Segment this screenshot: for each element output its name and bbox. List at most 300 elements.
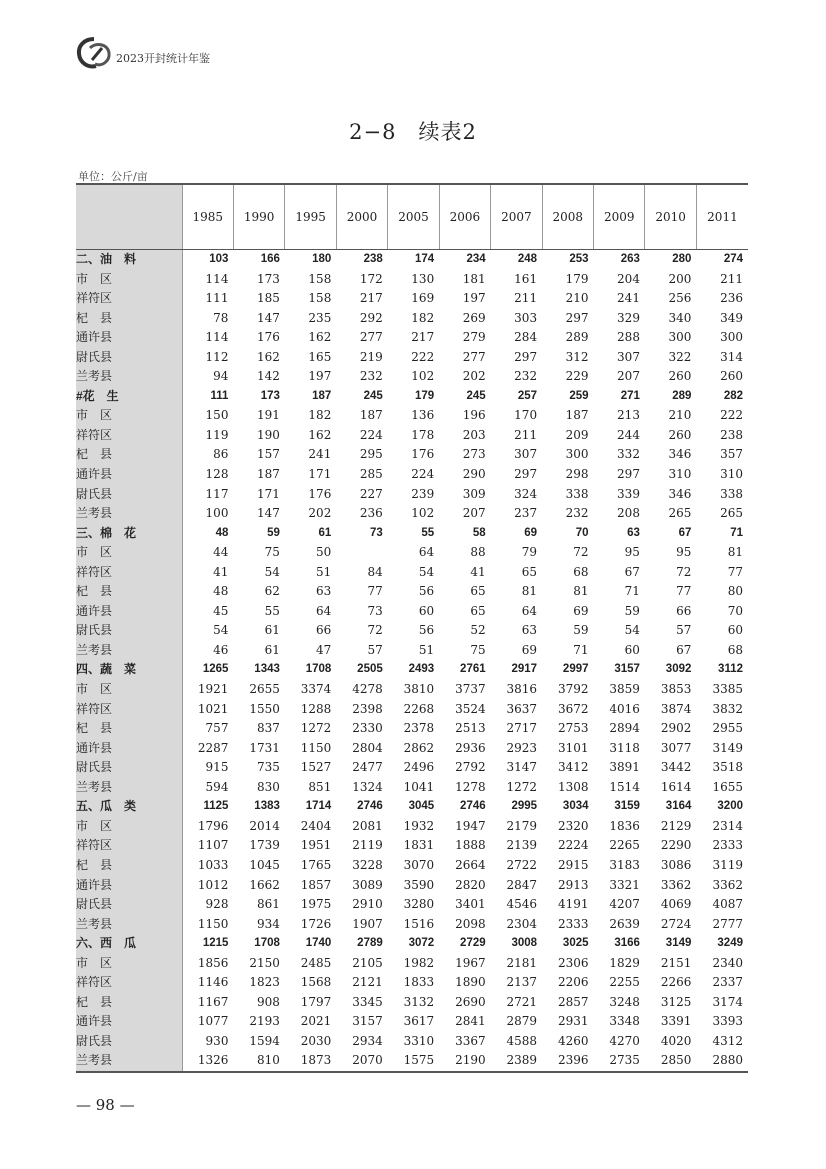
table-cell: 4278 — [352, 682, 383, 697]
table-cell: 1343 — [254, 663, 280, 676]
row-label: 通许县 — [76, 1012, 182, 1032]
table-cell: 1516 — [403, 916, 435, 931]
table-cell: 2724 — [660, 916, 692, 931]
row-label: 通许县 — [76, 328, 182, 348]
table-row — [76, 758, 748, 778]
table-cell: 2098 — [455, 916, 486, 931]
table-cell: 2190 — [439, 1051, 490, 1072]
table-cell: 292 — [359, 310, 383, 325]
row-label: 兰考县 — [76, 367, 182, 387]
table-cell: 77 — [676, 584, 692, 599]
table-cell: 2304 — [506, 916, 538, 931]
table-cell: 73 — [369, 526, 383, 539]
table-cell: 1125 — [182, 797, 233, 817]
table-cell: 3200 — [717, 800, 743, 813]
column-header-year: 1990 — [233, 184, 284, 250]
table-cell: 181 — [462, 271, 486, 286]
table-cell: 324 — [514, 486, 538, 501]
table-cell: 62 — [264, 584, 280, 599]
table-cell: 64 — [521, 603, 538, 618]
table-cell: 1308 — [557, 779, 589, 794]
table-cell: 61 — [264, 642, 280, 657]
table-cell: 2729 — [460, 937, 486, 950]
row-label: 通许县 — [76, 876, 182, 896]
table-cell: 46 — [182, 641, 233, 661]
row-label: 市 区 — [76, 680, 182, 700]
table-cell: 274 — [723, 253, 743, 265]
table-cell: 68 — [573, 564, 589, 579]
table-cell: 1326 — [182, 1051, 233, 1072]
table-cell: 3119 — [712, 857, 743, 872]
table-cell: 3617 — [403, 1014, 435, 1029]
table-row — [76, 426, 748, 446]
table-cell: 2396 — [542, 1051, 593, 1072]
table-cell: 114 — [182, 270, 233, 290]
table-cell: 263 — [620, 253, 640, 265]
table-cell: 265 — [668, 506, 692, 521]
table-cell: 65 — [470, 603, 486, 618]
row-label: 尉氏县 — [76, 1032, 182, 1052]
table-row — [76, 876, 748, 896]
table-cell: 271 — [620, 389, 640, 402]
table-cell: 50 — [316, 545, 332, 560]
table-cell: 1012 — [182, 876, 233, 896]
table-cell: 191 — [256, 408, 280, 423]
table-cell: 297 — [617, 467, 640, 482]
table-cell: 3070 — [403, 857, 435, 872]
table-cell: 2717 — [506, 721, 538, 736]
table-cell: 2496 — [403, 760, 435, 775]
table-cell: 2777 — [712, 916, 743, 931]
table-cell: 187 — [312, 389, 332, 402]
table-cell: 915 — [182, 758, 233, 778]
table-cell: 1857 — [300, 877, 332, 892]
table-cell: 1514 — [609, 779, 640, 794]
table-cell: 3792 — [557, 682, 589, 697]
table-cell: 88 — [470, 545, 486, 560]
table-cell: 84 — [367, 564, 383, 579]
column-header-year: 1985 — [182, 184, 233, 250]
table-cell: 114 — [182, 328, 233, 348]
table-cell: 197 — [462, 291, 486, 306]
table-cell: 2119 — [352, 838, 383, 853]
table-cell: 187 — [256, 467, 280, 482]
table-cell: 69 — [524, 526, 538, 539]
table-cell: 300 — [720, 330, 743, 345]
table-row — [76, 524, 748, 544]
table-cell: 217 — [359, 291, 383, 306]
table-cell: 1740 — [305, 937, 332, 950]
table-cell: 2224 — [557, 838, 589, 853]
table-cell: 2404 — [300, 818, 332, 833]
table-cell: 2477 — [352, 760, 383, 775]
table-cell: 69 — [521, 642, 538, 657]
table-cell: 338 — [720, 486, 743, 501]
table-cell: 169 — [411, 291, 435, 306]
table-cell: 2789 — [357, 937, 383, 950]
table-cell: 77 — [367, 584, 383, 599]
table-cell: 3164 — [665, 800, 692, 813]
table-cell: 1278 — [455, 779, 486, 794]
table-cell: 54 — [182, 621, 233, 641]
table-cell: 3391 — [660, 1014, 692, 1029]
table-cell: 119 — [182, 426, 233, 446]
table-cell: 222 — [720, 408, 743, 423]
table-cell: 1041 — [403, 779, 435, 794]
table-row — [76, 445, 748, 465]
table-cell: 79 — [521, 545, 538, 560]
table-title: 2−8 续表2 — [349, 120, 477, 144]
table-cell: 1873 — [285, 1051, 336, 1072]
table-row — [76, 309, 748, 329]
table-cell: 1033 — [182, 856, 233, 876]
table-cell: 211 — [514, 291, 538, 306]
table-cell: 75 — [264, 545, 280, 560]
table-cell: 3310 — [403, 1033, 435, 1048]
table-cell: 303 — [514, 310, 538, 325]
table-cell: 1614 — [660, 779, 692, 794]
table-row — [76, 270, 748, 290]
table-cell: 2206 — [557, 975, 589, 990]
yearbook-logo-icon — [76, 36, 112, 70]
table-cell: 2181 — [506, 955, 538, 970]
unit-label: 单位：公斤/亩 — [78, 170, 148, 183]
table-cell: 2804 — [352, 740, 383, 755]
table-cell: 2639 — [609, 916, 640, 931]
row-label: 杞 县 — [76, 856, 182, 876]
table-cell: 3367 — [455, 1033, 486, 1048]
table-cell: 2398 — [352, 701, 383, 716]
table-cell: 830 — [256, 779, 280, 794]
table-cell: 2105 — [352, 955, 383, 970]
table-cell: 161 — [514, 271, 538, 286]
table-header-row — [76, 184, 748, 250]
table-cell: 2030 — [300, 1033, 332, 1048]
table-cell: 95 — [624, 545, 640, 560]
table-cell: 211 — [720, 271, 743, 286]
table-cell: 232 — [514, 369, 538, 384]
table-cell: 928 — [182, 895, 233, 915]
table-row — [76, 563, 748, 583]
table-row — [76, 660, 748, 680]
table-cell: 3810 — [403, 682, 435, 697]
table-cell: 1655 — [712, 779, 743, 794]
table-cell: 245 — [466, 389, 486, 402]
table-cell: 322 — [668, 349, 692, 364]
table-cell: 288 — [617, 330, 640, 345]
table-cell: 238 — [363, 253, 383, 265]
table-cell: 3166 — [614, 937, 640, 950]
table-row — [76, 817, 748, 837]
table-cell: 256 — [668, 291, 692, 306]
table-cell: 908 — [256, 994, 280, 1009]
table-row — [76, 993, 748, 1013]
table-cell: 2934 — [352, 1033, 383, 1048]
table-cell: 111 — [182, 387, 233, 407]
row-label: 兰考县 — [76, 504, 182, 524]
table-cell: 2792 — [455, 760, 486, 775]
table-cell: 235 — [308, 310, 332, 325]
table-cell: 3853 — [660, 682, 692, 697]
table-cell: 63 — [316, 584, 332, 599]
table-cell: 273 — [462, 447, 486, 462]
table-cell: 1575 — [388, 1051, 439, 1072]
table-cell: 300 — [668, 330, 692, 345]
table-cell: 2722 — [506, 857, 538, 872]
table-cell: 1272 — [300, 721, 332, 736]
table-cell: 2378 — [403, 721, 435, 736]
table-cell: 851 — [308, 779, 332, 794]
table-row — [76, 797, 748, 817]
table-cell: 52 — [470, 623, 486, 638]
table-cell: 2485 — [300, 955, 332, 970]
table-cell: 245 — [363, 389, 383, 402]
table-cell: 346 — [668, 486, 692, 501]
table-cell: 81 — [727, 545, 743, 560]
table-cell: 147 — [256, 310, 280, 325]
table-cell: 3025 — [562, 937, 589, 950]
table-cell: 63 — [521, 623, 538, 638]
table-cell: 260 — [668, 427, 692, 442]
table-cell: 3524 — [455, 701, 486, 716]
table-cell: 3362 — [712, 877, 743, 892]
row-label: 市 区 — [76, 270, 182, 290]
row-label: 杞 县 — [76, 309, 182, 329]
table-cell: 128 — [182, 465, 233, 485]
table-cell: 41 — [182, 563, 233, 583]
table-cell: 4207 — [609, 897, 640, 912]
row-label: 尉氏县 — [76, 621, 182, 641]
row-label: 尉氏县 — [76, 485, 182, 505]
table-cell: 735 — [256, 760, 280, 775]
table-row — [76, 367, 748, 387]
table-cell: 2664 — [455, 857, 486, 872]
table-cell: 173 — [256, 271, 280, 286]
table-cell: 95 — [676, 545, 692, 560]
table-cell: 3157 — [352, 1014, 383, 1029]
table-row — [76, 348, 748, 368]
table-cell: 332 — [617, 447, 640, 462]
row-label: 祥符区 — [76, 289, 182, 309]
table-cell: 236 — [720, 291, 743, 306]
column-header-year: 2005 — [388, 184, 439, 250]
table-cell: 4260 — [557, 1033, 589, 1048]
table-cell: 210 — [668, 408, 692, 423]
table-cell: 179 — [415, 389, 435, 402]
table-cell: 1288 — [300, 701, 332, 716]
table-cell: 203 — [462, 427, 486, 442]
table-cell: 64 — [418, 545, 435, 560]
table-cell: 55 — [421, 526, 435, 539]
table-cell: 60 — [727, 623, 743, 638]
table-cell: 1856 — [182, 954, 233, 974]
table-cell: 232 — [565, 506, 589, 521]
table-cell: 236 — [359, 506, 383, 521]
table-cell: 3321 — [609, 877, 640, 892]
table-cell: 182 — [308, 408, 332, 423]
table-cell: 2894 — [609, 721, 640, 736]
table-cell: 2505 — [357, 663, 383, 676]
table-cell: 75 — [470, 642, 486, 657]
table-cell: 2923 — [506, 740, 538, 755]
table-cell: 1833 — [403, 975, 435, 990]
table-cell: 61 — [318, 526, 332, 539]
table-cell: 190 — [256, 427, 280, 442]
table-row — [76, 289, 748, 309]
table-row — [76, 602, 748, 622]
column-header-year: 2009 — [594, 184, 645, 250]
table-cell: 3832 — [712, 701, 743, 716]
table-row — [76, 328, 748, 348]
table-cell: 102 — [411, 369, 435, 384]
table-cell: 2936 — [455, 740, 486, 755]
table-cell: 3385 — [712, 682, 743, 697]
table-cell: 3089 — [352, 877, 383, 892]
table-cell: 3362 — [660, 877, 692, 892]
table-cell: 3157 — [614, 663, 640, 676]
table-cell: 209 — [565, 427, 589, 442]
page-header — [76, 36, 756, 70]
table-cell: 297 — [565, 310, 589, 325]
table-cell: 207 — [617, 369, 640, 384]
table-cell: 185 — [256, 291, 280, 306]
table-cell: 307 — [514, 447, 538, 462]
table-cell: 259 — [569, 389, 589, 402]
table-cell: 227 — [359, 486, 383, 501]
table-cell: 2014 — [249, 818, 280, 833]
table-cell: 2721 — [506, 994, 538, 1009]
table-cell: 2913 — [557, 877, 589, 892]
table-cell: 4546 — [506, 897, 538, 912]
row-label: 祥符区 — [76, 836, 182, 856]
table-cell: 217 — [411, 330, 435, 345]
table-cell: 81 — [521, 584, 538, 599]
table-cell: 265 — [720, 506, 743, 521]
table-row — [76, 1032, 748, 1052]
table-cell: 3280 — [403, 897, 435, 912]
row-label: 通许县 — [76, 602, 182, 622]
table-cell: 150 — [182, 406, 233, 426]
table-cell: 1107 — [182, 836, 233, 856]
table-cell: 1662 — [249, 877, 280, 892]
table-cell: 289 — [672, 389, 692, 402]
table-cell: 1947 — [455, 818, 486, 833]
table-cell: 3159 — [614, 800, 640, 813]
table-cell: 64 — [316, 603, 332, 618]
table-cell: 47 — [316, 642, 332, 657]
table-cell: 71 — [573, 642, 589, 657]
row-label: 杞 县 — [76, 719, 182, 739]
table-cell: 2121 — [352, 975, 383, 990]
table-cell: 170 — [514, 408, 538, 423]
table-cell: 1731 — [249, 740, 280, 755]
table-cell: 73 — [367, 603, 383, 618]
table-cell: 2129 — [660, 818, 692, 833]
table-cell: 112 — [182, 348, 233, 368]
table-cell: 4069 — [660, 897, 692, 912]
table-cell: 72 — [676, 564, 692, 579]
table-cell: 2955 — [712, 721, 743, 736]
table-cell: 3248 — [609, 994, 640, 1009]
table-cell: 3518 — [712, 760, 743, 775]
table-cell: 3174 — [712, 994, 743, 1009]
table-row — [76, 915, 748, 935]
table-cell: 2255 — [609, 975, 640, 990]
table-cell: 3816 — [506, 682, 538, 697]
table-cell: 59 — [267, 526, 280, 539]
table-cell: 165 — [308, 349, 332, 364]
table-cell: 54 — [624, 623, 640, 638]
table-cell: 260 — [720, 369, 743, 384]
table-cell: 1568 — [300, 975, 332, 990]
table-cell: 157 — [256, 447, 280, 462]
table-cell: 297 — [514, 467, 538, 482]
table-cell: 3442 — [660, 760, 692, 775]
table-cell: 3077 — [660, 740, 692, 755]
table-cell: 1550 — [249, 701, 280, 716]
table-cell: 197 — [308, 369, 332, 384]
table-cell: 61 — [264, 623, 280, 638]
row-label: 市 区 — [76, 954, 182, 974]
table-cell: 810 — [233, 1051, 284, 1072]
table-cell: 329 — [617, 310, 640, 325]
table-cell: 58 — [472, 526, 486, 539]
table-cell: 158 — [308, 291, 332, 306]
table-cell: 229 — [565, 369, 589, 384]
table-cell: 2655 — [249, 682, 280, 697]
table-cell: 94 — [182, 367, 233, 387]
table-cell: 208 — [617, 506, 640, 521]
table-cell: 3874 — [660, 701, 692, 716]
table-cell: 339 — [617, 486, 640, 501]
table-cell: 4588 — [506, 1033, 538, 1048]
table-cell: 2513 — [455, 721, 486, 736]
table-row — [76, 700, 748, 720]
table-cell: 1907 — [352, 916, 383, 931]
row-label: 祥符区 — [76, 426, 182, 446]
table-cell: 2306 — [557, 955, 589, 970]
table-cell: 277 — [462, 349, 486, 364]
table-cell: 2151 — [660, 955, 692, 970]
table-cell: 171 — [256, 486, 280, 501]
table-row — [76, 504, 748, 524]
column-header-year: 2010 — [645, 184, 696, 250]
table-cell: 130 — [411, 271, 435, 286]
table-cell: 2995 — [511, 800, 538, 813]
page-number: — 98 — — [76, 1096, 135, 1114]
table-cell: 309 — [462, 486, 486, 501]
table-cell: 3374 — [300, 682, 332, 697]
row-label: 四、蔬 菜 — [76, 660, 182, 680]
table-cell: 2880 — [696, 1051, 748, 1072]
table-cell: 179 — [565, 271, 589, 286]
table-cell: 234 — [466, 253, 486, 265]
table-cell: 3149 — [665, 937, 692, 950]
row-label: 兰考县 — [76, 1051, 182, 1072]
table-cell: 2320 — [557, 818, 589, 833]
table-cell: 594 — [182, 778, 233, 798]
table-row — [76, 465, 748, 485]
table-cell: 65 — [521, 564, 538, 579]
table-cell: 289 — [565, 330, 589, 345]
table-cell: 162 — [308, 427, 332, 442]
table-cell: 1215 — [182, 934, 233, 954]
table-cell: 1708 — [254, 937, 280, 950]
table-cell: 70 — [727, 603, 743, 618]
table-row — [76, 1012, 748, 1032]
table-cell: 346 — [668, 447, 692, 462]
table-cell: 54 — [264, 564, 280, 579]
